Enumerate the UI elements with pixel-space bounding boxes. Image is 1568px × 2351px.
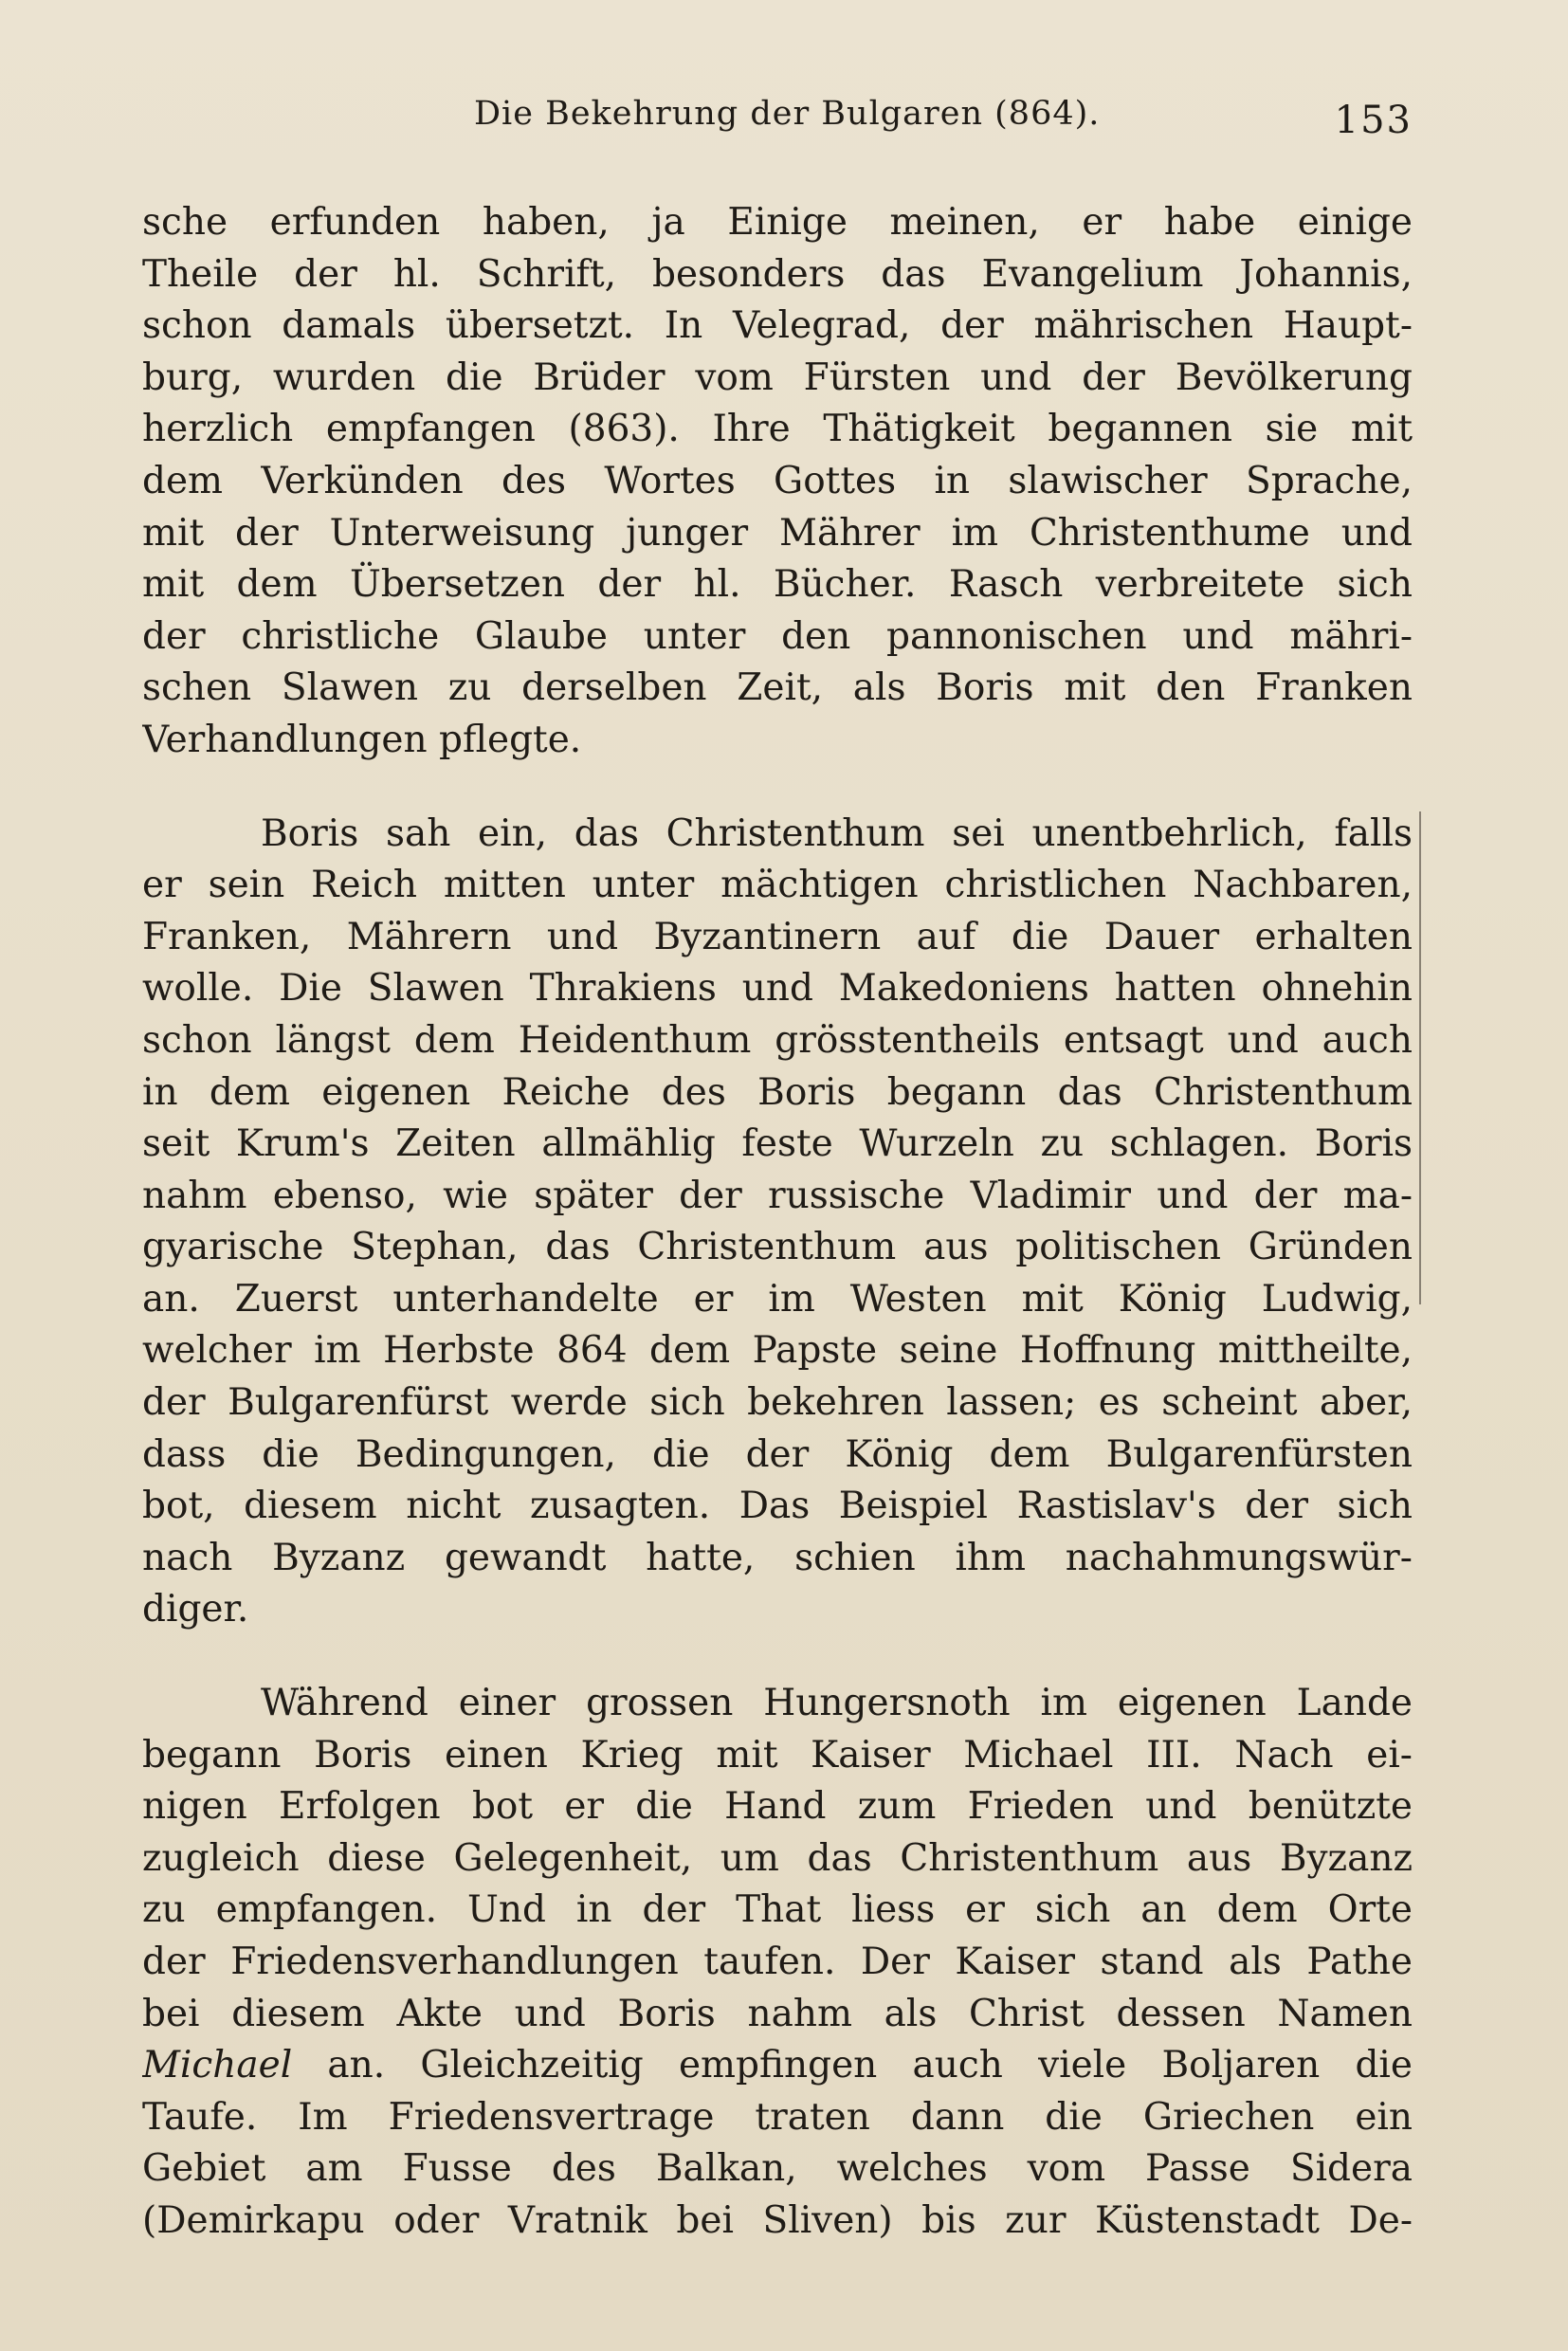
margin-pencil-line xyxy=(1419,811,1421,1304)
running-header xyxy=(142,95,1413,152)
text-line-with-italic xyxy=(142,2040,1413,2092)
text-line: gyarische Stephan, das Christenthum aus politischen Gründen xyxy=(142,1226,1413,1269)
text-line: bot, diesem nicht zusagten. Das Beispiel Rastislav's der sich xyxy=(142,1485,1413,1528)
text-line: in dem eigenen Reiche des Boris begann das Christenthum xyxy=(142,1070,1413,1114)
text-line: seit Krum's Zeiten allmählig feste Wurzeln zu schlagen. Boris xyxy=(142,1122,1413,1166)
text-line: wolle. Die Slawen Thrakiens und Makedoniens hatten ohnehin xyxy=(142,967,1413,1011)
text-line: Franken, Mährern und Byzantinern auf die Dauer erhalten xyxy=(142,915,1413,958)
text-line: nigen Erfolgen bot er die Hand zum Frieden und benützte xyxy=(142,1785,1413,1829)
text-line: mit dem Übersetzen der hl. Bücher. Rasch verbreitete sich xyxy=(142,563,1413,607)
text-line: burg, wurden die Brüder vom Fürsten und der Bevölkerung xyxy=(142,355,1413,399)
text-line: der Friedensverhandlungen taufen. Der Kaiser stand als Pathe xyxy=(142,1941,1413,1983)
text-line: mit der Unterweisung junger Mährer im Christenthume und xyxy=(142,511,1413,555)
text-line: diger. xyxy=(142,1588,249,1631)
paragraph-2 xyxy=(142,809,1413,1637)
text-line: schon damals übersetzt. In Velegrad, der mährischen Haupt- xyxy=(142,304,1413,348)
text-line: an. Zuerst unterhandelte er im Westen mit König Ludwig, xyxy=(142,1277,1413,1321)
text-line: zugleich diese Gelegenheit, um das Christenthum aus Byzanz xyxy=(142,1836,1413,1880)
text-line: Während einer grossen Hungersnoth im eigenen Lande xyxy=(261,1682,1413,1725)
text-line: nach Byzanz gewandt hatte, schien ihm nachahmungswür- xyxy=(142,1536,1413,1579)
text-line: sche erfunden haben, ja Einige meinen, er habe einige xyxy=(142,201,1413,244)
text-line: dem Verkünden des Wortes Gottes in slawischer Sprache, xyxy=(142,459,1413,502)
running-title: Die Bekehrung der Bulgaren (864). xyxy=(474,95,1101,133)
text-line: der christliche Glaube unter den pannonischen und mähri- xyxy=(142,614,1413,658)
text-line: schon längst dem Heidenthum grösstentheils entsagt und auch xyxy=(142,1018,1413,1062)
text-line: schen Slawen zu derselben Zeit, als Boris mit den Franken xyxy=(142,666,1413,710)
page-body xyxy=(142,197,1413,2248)
text-line: herzlich empfangen (863). Ihre Thätigkeit begannen sie mit xyxy=(142,408,1413,451)
text-line: Theile der hl. Schrift, besonders das Evangelium Johannis, xyxy=(142,252,1413,296)
text-line: zu empfangen. Und in der That liess er sich an dem Orte xyxy=(142,1888,1413,1932)
paragraph-1 xyxy=(142,197,1413,767)
text-line: begann Boris einen Krieg mit Kaiser Michael III. Nach ei- xyxy=(142,1733,1413,1777)
text-line: nahm ebenso, wie später der russische Vladimir und der ma- xyxy=(142,1174,1413,1217)
text-line: Taufe. Im Friedensvertrage traten dann die Griechen ein xyxy=(142,2095,1413,2139)
text-line: Gebiet am Fusse des Balkan, welches vom Passe Sidera xyxy=(142,2147,1413,2191)
page-number: 153 xyxy=(1334,99,1413,142)
text-line: dass die Bedingungen, die der König dem Bulgarenfürsten xyxy=(142,1432,1413,1476)
text-line: welcher im Herbste 864 dem Papste seine Hoffnung mittheilte, xyxy=(142,1329,1413,1373)
text-line: (Demirkapu oder Vratnik bei Sliven) bis zur Küstenstadt De- xyxy=(142,2198,1413,2242)
text-line: er sein Reich mitten unter mächtigen christlichen Nachbaren, xyxy=(142,864,1413,907)
italic-name-michael: Michael xyxy=(142,2044,293,2087)
text-line: Verhandlungen pflegte. xyxy=(142,718,582,761)
text-line: der Bulgarenfürst werde sich bekehren lassen; es scheint aber, xyxy=(142,1381,1413,1425)
text-line: bei diesem Akte und Boris nahm als Christ dessen Namen xyxy=(142,1992,1413,2035)
paragraph-3 xyxy=(142,1678,1413,2248)
text-fragment: an. Gleichzeitig empfingen auch viele Boljaren die xyxy=(292,2044,1413,2087)
text-line: Boris sah ein, das Christenthum sei unentbehrlich, falls xyxy=(261,811,1413,855)
paragraph-gap xyxy=(142,1636,1413,1678)
paragraph-gap xyxy=(142,767,1413,809)
